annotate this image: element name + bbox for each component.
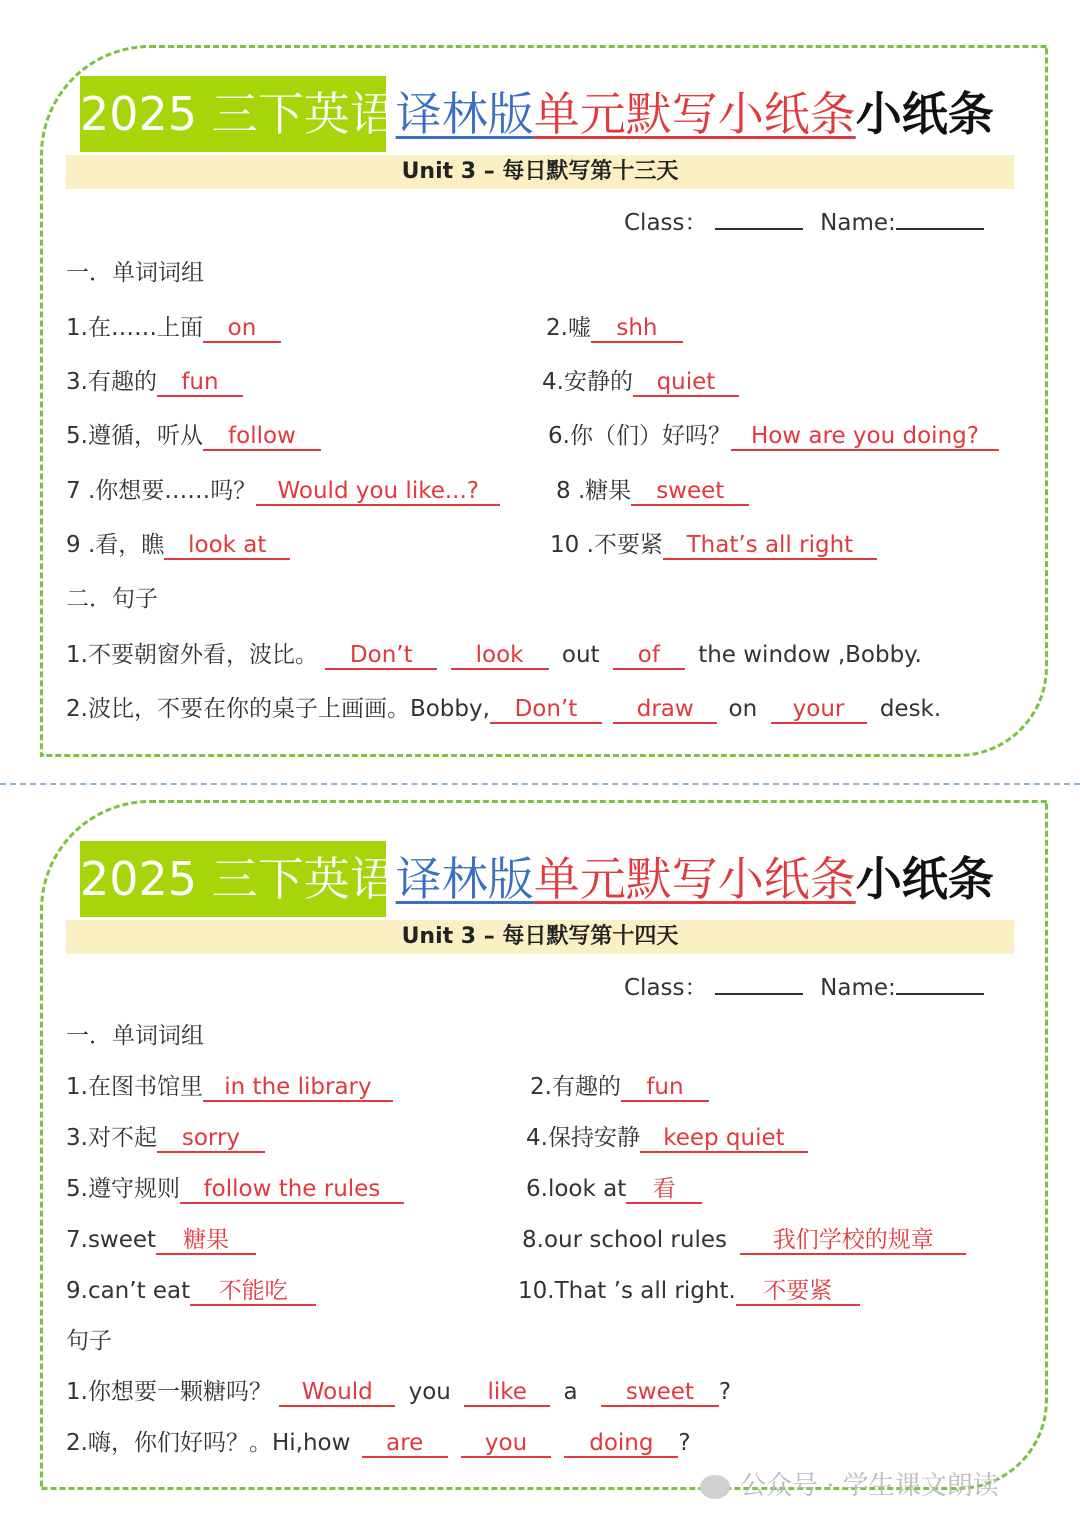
- watermark-text: 公众号 · 学生课文朗读: [740, 1471, 999, 1501]
- vocab-item: [66, 421, 321, 451]
- item-answer: sweet: [631, 478, 749, 506]
- item-answer: follow the rules: [180, 1176, 404, 1204]
- vocab-item: [548, 421, 999, 451]
- sentence-item: [66, 1428, 691, 1458]
- sentence-item: [66, 1377, 731, 1407]
- sentence-answer: Don’t: [325, 642, 437, 670]
- item-prompt: 2.嘘: [546, 315, 591, 341]
- item-answer: look at: [164, 532, 290, 560]
- class-name-fields: [624, 971, 984, 1003]
- item-prompt: 10 .不要紧: [550, 532, 663, 558]
- sentence-prompt: 2.波比，不要在你的桌子上画画。Bobby,: [66, 696, 490, 722]
- vocab-item: [66, 530, 290, 560]
- item-prompt: 6.look at: [526, 1176, 627, 1202]
- sheet1-title: [80, 76, 994, 152]
- item-answer: shh: [591, 315, 683, 343]
- name-blank[interactable]: [896, 971, 984, 995]
- cut-line-divider: [0, 783, 1080, 785]
- sentence-word: you: [408, 1379, 451, 1405]
- item-answer: in the library: [203, 1074, 393, 1102]
- item-prompt: 4.保持安静: [526, 1125, 640, 1151]
- item-answer: 不要紧: [736, 1278, 860, 1306]
- vocab-item: [66, 367, 243, 397]
- vocab-item: [546, 313, 683, 343]
- item-answer: keep quiet: [640, 1125, 808, 1153]
- vocab-item: [522, 1225, 966, 1255]
- sentence-answer: draw: [613, 696, 717, 724]
- item-answer: 糖果: [156, 1227, 256, 1255]
- vocab-item: [66, 313, 281, 343]
- item-prompt: 6.你（们）好吗？: [548, 423, 731, 449]
- item-prompt: 9.can’t eat: [66, 1278, 191, 1304]
- class-blank[interactable]: [715, 206, 803, 230]
- sentence-answer: you: [461, 1430, 551, 1458]
- item-answer: 我们学校的规章: [740, 1227, 966, 1255]
- vocab-item: [66, 1072, 393, 1102]
- sheet2-subtitle: Unit 3 – 每日默写第十四天: [401, 924, 679, 949]
- vocab-item: [530, 1072, 709, 1102]
- vocab-item: [66, 1225, 256, 1255]
- title-edition: 译林版: [395, 852, 534, 906]
- section-heading-sentences: 二．句子: [66, 586, 158, 612]
- sentence-word: the window ,Bobby.: [698, 642, 922, 668]
- sentence-answer: of: [613, 642, 685, 670]
- class-name-fields: [624, 206, 984, 238]
- sentence-prompt: 1.你想要一颗糖吗？: [66, 1379, 272, 1405]
- sentence-word: a: [563, 1379, 578, 1405]
- item-prompt: 7 .你想要……吗？: [66, 478, 257, 504]
- item-answer: on: [203, 315, 281, 343]
- title-dictation: 单元默写小纸条: [533, 87, 856, 141]
- sentence-item: [66, 694, 941, 724]
- item-answer: That’s all right: [663, 532, 877, 560]
- watermark: [700, 1465, 999, 1502]
- sentence-answer: your: [771, 696, 867, 724]
- sentence-end: ?: [718, 1379, 732, 1405]
- item-prompt: 5.遵循，听从: [66, 423, 203, 449]
- wechat-icon: [700, 1475, 730, 1499]
- section-heading-words: 一．单词词组: [66, 1023, 204, 1049]
- class-blank[interactable]: [715, 971, 803, 995]
- item-prompt: 1.在图书馆里: [66, 1074, 203, 1100]
- item-answer: 不能吃: [190, 1278, 316, 1306]
- sentence-answer: look: [451, 642, 549, 670]
- sentence-prompt: 1.不要朝窗外看，波比。: [66, 642, 318, 668]
- item-prompt: 7.sweet: [66, 1227, 157, 1253]
- item-answer: How are you doing?: [731, 423, 999, 451]
- sentence-answer: sweet: [601, 1379, 719, 1407]
- sentence-word: out: [561, 642, 600, 668]
- title-year-grade: 2025 三下英语: [80, 87, 396, 141]
- item-answer: sorry: [157, 1125, 265, 1153]
- sentence-answer: Don’t: [490, 696, 602, 724]
- item-prompt: 4.安静的: [542, 369, 633, 395]
- sheet1-subtitle: Unit 3 – 每日默写第十三天: [401, 159, 679, 184]
- item-prompt: 5.遵守规则: [66, 1176, 180, 1202]
- sentence-answer: doing: [564, 1430, 678, 1458]
- item-answer: fun: [621, 1074, 709, 1102]
- item-answer: fun: [157, 369, 243, 397]
- item-prompt: 3.对不起: [66, 1125, 157, 1151]
- title-edition: 译林版: [395, 87, 534, 141]
- vocab-item: [526, 1174, 702, 1204]
- sentence-answer: Would: [279, 1379, 395, 1407]
- sentence-prompt: 2.嗨，你们好吗？。Hi,how: [66, 1430, 351, 1456]
- sheet2-title: [80, 841, 994, 917]
- name-label: Name:: [820, 975, 896, 1001]
- title-slip: 小纸条: [855, 852, 994, 906]
- item-prompt: 9 .看，瞧: [66, 532, 165, 558]
- class-label: Class：: [624, 210, 708, 236]
- title-slip: 小纸条: [855, 87, 994, 141]
- vocab-item: [66, 476, 500, 506]
- sentence-answer: like: [464, 1379, 550, 1407]
- item-answer: 看: [626, 1176, 702, 1204]
- item-prompt: 3.有趣的: [66, 369, 157, 395]
- vocab-item: [66, 1276, 316, 1306]
- vocab-item: [518, 1276, 860, 1306]
- item-answer: quiet: [633, 369, 739, 397]
- sentence-answer: are: [362, 1430, 448, 1458]
- item-prompt: 8 .糖果: [556, 478, 632, 504]
- item-answer: Would you like...?: [256, 478, 500, 506]
- item-answer: follow: [203, 423, 321, 451]
- title-year-grade: 2025 三下英语: [80, 852, 396, 906]
- item-prompt: 1.在……上面: [66, 315, 203, 341]
- sentence-word: on: [728, 696, 758, 722]
- name-label: Name:: [820, 210, 896, 236]
- vocab-item: [556, 476, 749, 506]
- sentence-end: ?: [678, 1430, 691, 1456]
- vocab-item: [542, 367, 739, 397]
- vocab-item: [66, 1174, 404, 1204]
- section-heading-sentences: 句子: [66, 1328, 112, 1354]
- section-heading-words: 一．单词词组: [66, 260, 204, 286]
- title-dictation: 单元默写小纸条: [533, 852, 856, 906]
- sentence-word: desk.: [879, 696, 942, 722]
- item-prompt: 10.That ’s all right.: [518, 1278, 736, 1304]
- vocab-item: [526, 1123, 808, 1153]
- class-label: Class：: [624, 975, 708, 1001]
- sentence-item: [66, 640, 922, 670]
- vocab-item: [550, 530, 877, 560]
- item-prompt: 2.有趣的: [530, 1074, 621, 1100]
- name-blank[interactable]: [896, 206, 984, 230]
- vocab-item: [66, 1123, 265, 1153]
- item-prompt: 8.our school rules: [522, 1227, 727, 1253]
